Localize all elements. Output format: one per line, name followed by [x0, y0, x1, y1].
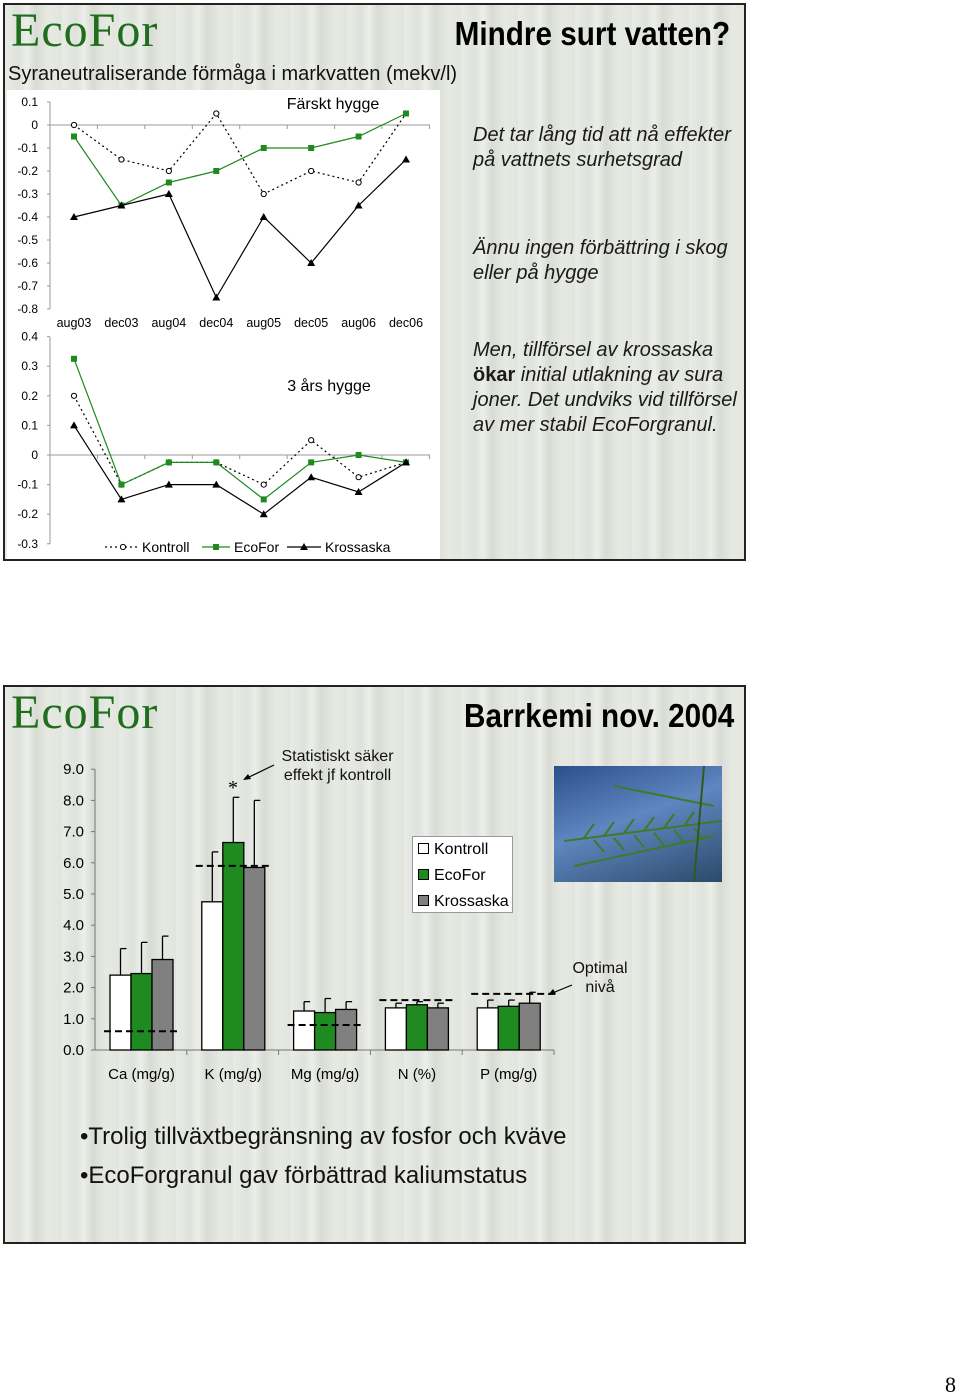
bar-krossaska [336, 1009, 357, 1050]
slide-title: Barrkemi nov. 2004 [463, 697, 734, 734]
marker-ecofor [166, 459, 172, 465]
line-charts [5, 5, 748, 563]
chart-title: 3 års hygge [287, 378, 371, 395]
bar-ecofor [131, 974, 152, 1050]
marker-ecofor [213, 459, 219, 465]
y-tick-label: -0.8 [17, 302, 38, 316]
y-tick-label: -0.1 [17, 141, 38, 155]
x-tick-label: dec04 [199, 316, 234, 330]
y-tick-label: 6.0 [63, 854, 84, 872]
side-text-3-pre: Men, tillförsel av krossaska [473, 339, 714, 361]
significance-asterisk: * [228, 777, 238, 799]
x-tick-label: K (mg/g) [204, 1066, 263, 1083]
bar-ecofor [498, 1006, 519, 1050]
marker-kontroll [356, 180, 361, 185]
y-tick-label: -0.2 [17, 507, 38, 522]
y-tick-label: -0.2 [17, 164, 38, 178]
legend-label-krossaska: Krossaska [325, 539, 391, 555]
y-tick-label: 8.0 [63, 792, 84, 810]
marker-kontroll [71, 122, 76, 127]
x-tick-label: aug05 [246, 316, 282, 330]
ecofor-logo: EcoFor [11, 4, 159, 57]
side-text-3-post: initial utlakning av sura joner. Det undviks vid tillförsel av mer stabil EcoForgranul. [473, 364, 737, 436]
marker-kontroll [309, 168, 314, 173]
marker-ecofor [71, 134, 77, 140]
chart-title: Färskt hygge [286, 96, 380, 113]
x-tick-label: Ca (mg/g) [108, 1066, 175, 1083]
chart-subtitle: Syraneutraliserande förmåga i markvatten (mekv/l) [8, 63, 458, 85]
x-tick-label: N (%) [397, 1066, 437, 1083]
marker-kontroll [71, 393, 76, 398]
y-tick-label: -0.3 [17, 536, 38, 551]
bar-kontroll [202, 902, 223, 1050]
marker-kontroll [119, 157, 124, 162]
slide-needle-chemistry [3, 685, 746, 1244]
marker-kontroll [309, 438, 314, 443]
y-tick-label: -0.4 [17, 210, 38, 224]
bar-kontroll [385, 1008, 406, 1050]
ecofor-logo: EcoFor [11, 686, 159, 739]
y-tick-label: 0.2 [21, 388, 38, 403]
marker-ecofor [308, 145, 314, 151]
y-tick-label: 0.0 [63, 1042, 84, 1059]
bar-ecofor [315, 1013, 336, 1050]
side-text-3-bold: ökar [473, 364, 516, 386]
slide-acid-water [3, 3, 746, 561]
x-tick-label: aug06 [341, 316, 376, 330]
marker-ecofor [261, 145, 267, 151]
y-tick-label: 5.0 [63, 886, 84, 903]
x-tick-label: aug03 [56, 316, 92, 330]
marker-krossaska [260, 510, 268, 517]
bar-ecofor [223, 843, 244, 1050]
y-tick-label: -0.1 [17, 477, 38, 492]
y-tick-label: -0.5 [17, 233, 38, 247]
y-tick-label: 9.0 [63, 761, 84, 779]
bar-krossaska [427, 1008, 448, 1050]
x-tick-label: dec03 [104, 316, 139, 330]
y-tick-label: 7.0 [63, 823, 84, 841]
marker-ecofor [213, 168, 219, 174]
x-tick-label: dec06 [388, 316, 424, 330]
marker-kontroll [261, 191, 266, 196]
bullet-1: •Trolig tillväxtbegränsning av fosfor och kväve [80, 1123, 567, 1150]
bar-ecofor [406, 1005, 427, 1050]
legend-label: Kontroll [434, 841, 489, 858]
marker-krossaska [307, 473, 315, 480]
series-line-kontroll [74, 396, 406, 485]
legend-label-kontroll: Kontroll [142, 539, 190, 555]
legend-label: EcoFor [434, 867, 486, 884]
optimal-level-note: Optimal nivå [572, 960, 628, 996]
y-tick-label: 2.0 [63, 979, 84, 997]
marker-kontroll [356, 475, 361, 480]
y-tick-label: 0.1 [21, 95, 38, 109]
y-tick-label: -0.6 [17, 256, 38, 270]
marker-krossaska [260, 213, 268, 220]
legend-label-ecofor: EcoFor [234, 539, 280, 555]
x-tick-label: aug04 [151, 316, 187, 330]
marker-ecofor [356, 134, 362, 140]
bar-krossaska [519, 1003, 540, 1050]
bar-kontroll [477, 1008, 498, 1050]
series-line-krossaska [74, 160, 406, 298]
page-number: 8 [945, 1372, 956, 1397]
bar-krossaska [152, 960, 173, 1050]
marker-krossaska [212, 294, 220, 301]
y-tick-label: 0.3 [21, 359, 38, 374]
marker-kontroll [214, 111, 219, 116]
bar-chart [5, 687, 748, 1246]
marker-krossaska [70, 421, 78, 428]
marker-ecofor [71, 356, 77, 362]
bar-kontroll [110, 975, 131, 1050]
legend-label: Krossaska [434, 893, 509, 910]
side-text-2: Ännu ingen förbättring i skog eller på hygge [473, 237, 728, 284]
arrow-head [548, 989, 556, 995]
y-tick-label: 0.1 [21, 418, 38, 433]
y-tick-label: 3.0 [63, 948, 84, 966]
y-tick-label: 0.4 [21, 329, 38, 344]
y-tick-label: -0.7 [17, 279, 38, 293]
x-tick-label: Mg (mg/g) [290, 1066, 360, 1083]
marker-ecofor [213, 544, 219, 550]
marker-krossaska [402, 156, 410, 163]
y-tick-label: 0 [31, 448, 38, 462]
bar-kontroll [294, 1011, 315, 1050]
marker-ecofor [308, 459, 314, 465]
marker-kontroll [120, 544, 125, 549]
bar-krossaska [244, 867, 265, 1050]
y-tick-label: 0 [31, 118, 38, 132]
side-text-1: Det tar lång tid att nå effekter på vattnets surhetsgrad [473, 124, 731, 171]
y-tick-label: 4.0 [63, 917, 84, 935]
marker-kontroll [166, 168, 171, 173]
bullet-2: •EcoForgranul gav förbättrad kaliumstatus [80, 1162, 528, 1189]
marker-krossaska [165, 190, 173, 197]
x-tick-label: P (mg/g) [480, 1066, 538, 1083]
y-tick-label: 1.0 [63, 1010, 84, 1028]
marker-ecofor [118, 482, 124, 488]
marker-ecofor [403, 111, 409, 117]
x-tick-label: dec05 [294, 316, 329, 330]
marker-ecofor [166, 180, 172, 186]
marker-kontroll [261, 482, 266, 487]
marker-ecofor [261, 496, 267, 502]
significance-note: Statistiskt säker effekt jf kontroll [281, 748, 394, 784]
slide-title: Mindre surt vatten? [454, 15, 730, 52]
marker-ecofor [356, 452, 362, 458]
y-tick-label: -0.3 [17, 187, 38, 201]
